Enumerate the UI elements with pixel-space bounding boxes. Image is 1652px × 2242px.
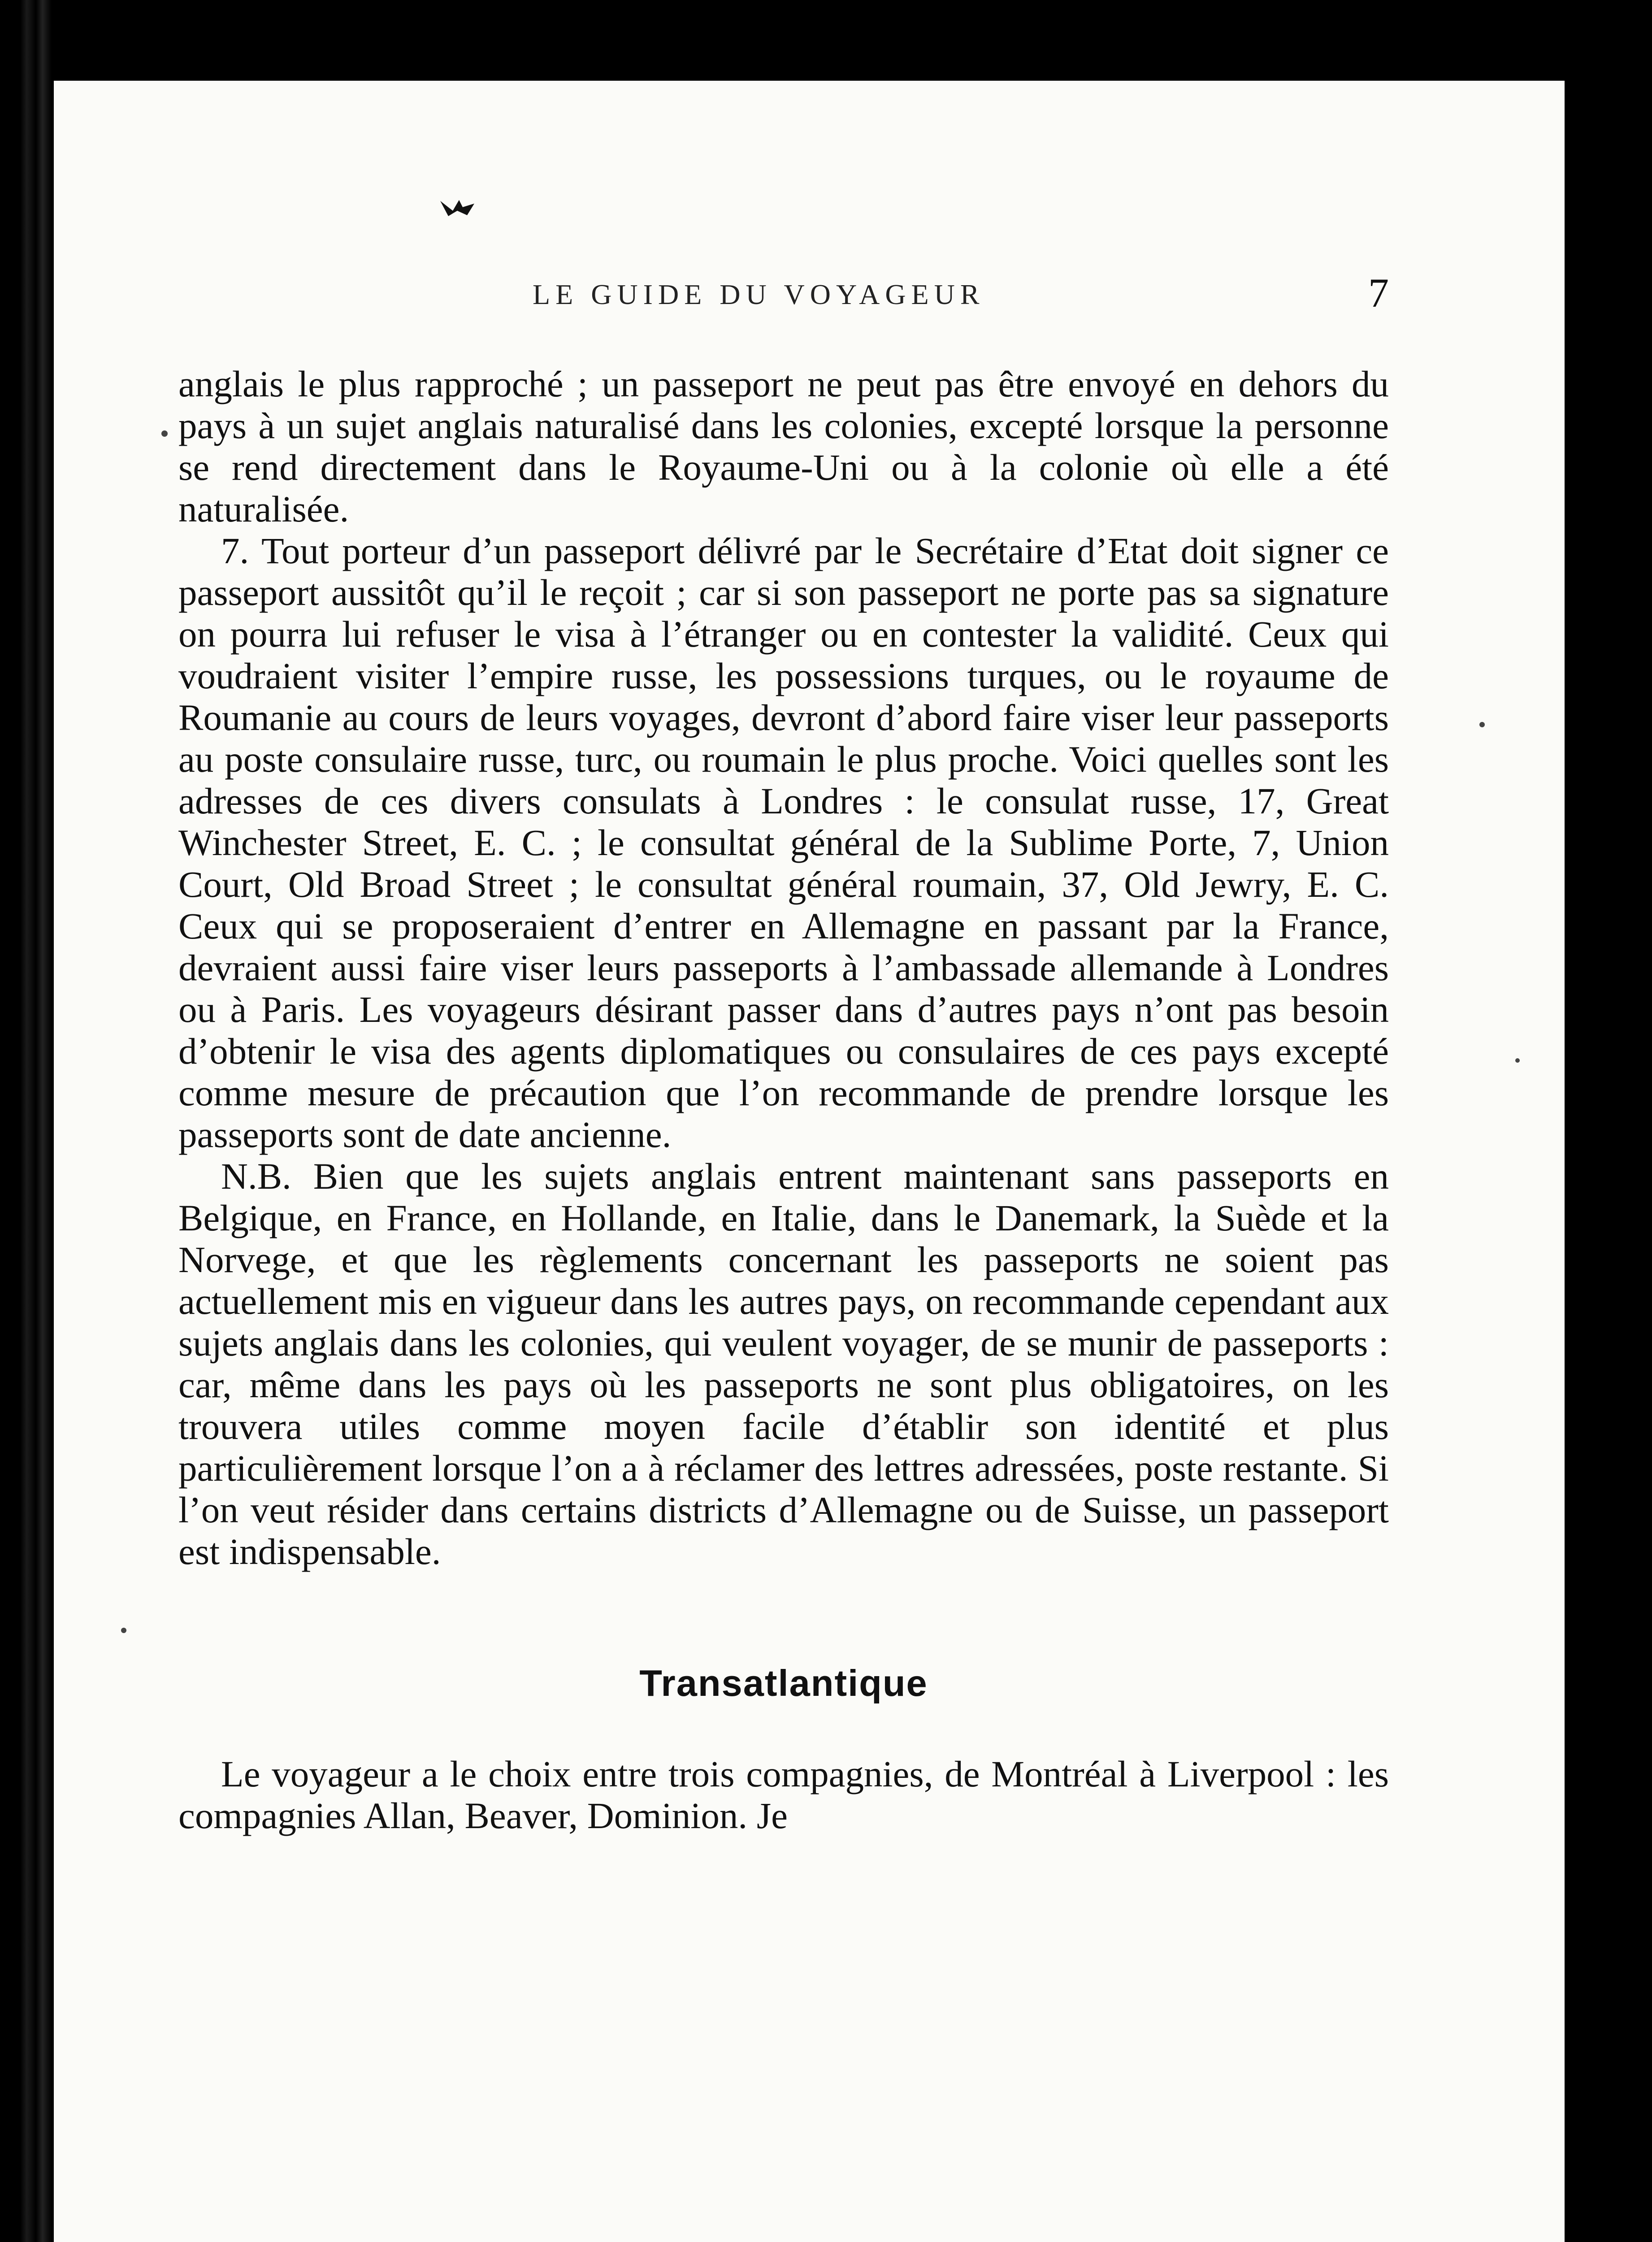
paragraph-item-7: 7. Tout porteur d’un passeport délivré par le Secrétaire d’Etat doit signer ce passeport aussitôt qu’il le reçoit ; car si son passeport ne porte pas sa signature on pourra lui refuser le visa à l’étranger ou en contester la validité. Ceux qui voudraient visiter l’empire russe, les possessions turques, ou le royaume de Roumanie au cours de leurs voyages, devront d’abord faire viser leur passeports au poste consulaire russe, turc, ou roumain le plus proche. Voici quelles sont les adresses de ces divers consulats à Londres : le consulat russe, 17, Great Winchester Street, E. C. ; le consultat général de la Sublime Porte, 7, Union Court, Old Broad Street ; le consultat général roumain, 37, Old Jewry, E. C. Ceux qui se proposeraient d’entrer en Allemagne en passant par la France, devraient aussi faire viser leurs passeports à l’ambassade allemande à Londres ou à Paris. Les voyageurs désirant passer dans d’autres pays n’ont pas besoin d’obtenir le visa des agents diplomatiques ou consulaires de ces pays excepté comme mesure de précaution que l’on recommande de prendre lorsque les passeports sont de date ancienne. [178, 530, 1389, 1155]
paper-speck [121, 1628, 126, 1633]
running-header [178, 269, 1389, 327]
running-title: LE GUIDE DU VOYAGEUR [533, 278, 985, 310]
printer-ornament-icon [439, 197, 475, 217]
page-number: 7 [1368, 270, 1389, 316]
paragraph-transatlantique: Le voyageur a le choix entre trois compagnies, de Montréal à Liverpool : les compagnies Allan, Beaver, Dominion. Je [178, 1753, 1389, 1836]
paper-speck [161, 430, 168, 437]
paragraph-continuation: anglais le plus rapproché ; un passeport ne peut pas être envoyé en dehors du pays à un sujet anglais naturalisé dans les colonies, excepté lorsque la personne se rend directement dans le Royaume-Uni ou à la colonie où elle a été naturalisée. [178, 363, 1389, 530]
paragraph-nota-bene: N.B. Bien que les sujets anglais entrent maintenant sans passeports en Belgique, en France, en Hollande, en Italie, dans le Danemark, la Suède et la Norvege, et que les règlements concernant les passeports ne soient pas actuellement mis en vigueur dans les autres pays, on recommande cependant aux sujets anglais dans les colonies, qui veulent voyager, de se munir de passeports : car, même dans les pays où les passeports ne sont plus obligatoires, on les trouvera utiles comme moyen facile d’établir son identité et plus particulièrement lorsque l’on a à réclamer des lettres adressées, poste restante. Si l’on veut résider dans certains districts d’Allemagne ou de Suisse, un passeport est indispensable. [178, 1156, 1389, 1572]
book-spine-shadow [0, 0, 52, 2242]
book-page [54, 81, 1565, 2242]
section-heading: Transatlantique [639, 1662, 928, 1704]
body-text [178, 363, 1389, 1837]
page-content [178, 269, 1389, 1837]
paper-speck [1479, 722, 1485, 727]
paper-speck [1515, 1058, 1520, 1063]
